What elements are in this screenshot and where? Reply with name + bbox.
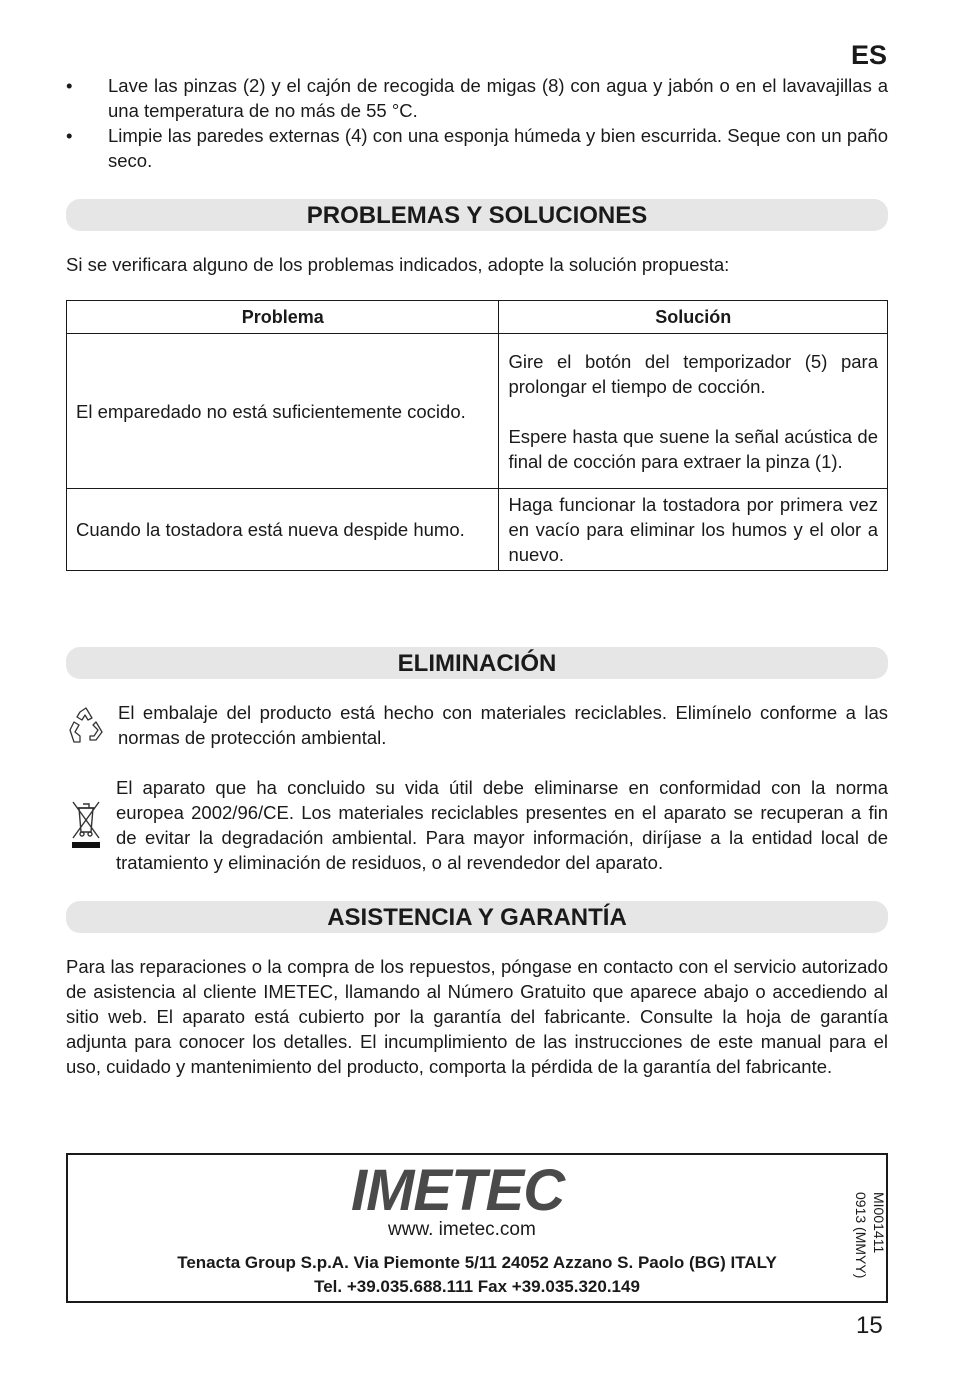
problem-cell: Cuando la tostadora está nueva despide humo. bbox=[67, 489, 499, 571]
table-row bbox=[67, 334, 888, 489]
website-text: www. imetec.com bbox=[388, 1219, 536, 1240]
company-phone: Tel. +39.035.688.111 Fax +39.035.320.149 bbox=[314, 1277, 640, 1296]
code-line-2: 0913 (MMYY) bbox=[853, 1192, 869, 1279]
bullet-dot: • bbox=[66, 75, 73, 96]
list-item bbox=[66, 73, 888, 123]
company-address: Tenacta Group S.p.A. Via Piemonte 5/11 24052 Azzano S. Paolo (BG) ITALY bbox=[177, 1253, 777, 1272]
bullet-dot: • bbox=[66, 125, 73, 146]
page-number: 15 bbox=[856, 1312, 883, 1339]
table-row bbox=[67, 489, 888, 571]
list-item bbox=[66, 123, 888, 173]
document-code bbox=[838, 1192, 892, 1282]
solution-cell bbox=[499, 334, 888, 489]
bullet-text: Limpie las paredes externas (4) con una esponja húmeda y bien escurrida. Seque con un paño seco. bbox=[108, 125, 888, 171]
language-code: ES bbox=[851, 40, 888, 70]
warranty-text: Para las reparaciones o la compra de los repuestos, póngase en contacto con el servicio autorizado de asistencia al cliente IMETEC, llamando al Número Gratuito que aparece abajo o accediendo al sitio web. El aparato está cubierto por la garantía del fabricante. Consulte la hoja de garantía adjunta para conocer los detalles. El incumplimiento de las instrucciones de este manual para el uso, cuidado y mantenimiento del producto, comporta la pérdida de la garantía del fabricante. bbox=[66, 956, 888, 1077]
column-header-solution: Solución bbox=[499, 301, 888, 334]
solution-cell: Haga funcionar la tostadora por primera vez en vacío para eliminar los humos y el olor a nuevo. bbox=[499, 489, 888, 571]
section-title-problems: PROBLEMAS Y SOLUCIONES bbox=[66, 199, 888, 231]
solution-text: Espere hasta que suene la señal acústica de final de cocción para extraer la pinza (1). bbox=[508, 425, 878, 472]
solution-text: Gire el botón del temporizador (5) para prolongar el tiempo de cocción. bbox=[508, 350, 878, 397]
appliance-disposal-text: El aparato que ha concluido su vida útil debe eliminarse en conformidad con la norma europea 2002/96/CE. Los materiales reciclables presentes en el aparato se recuperan a fin de evitar la degradación ambiental. Para mayor información, diríjase a la entidad local de tratamiento y eliminación de residuos, o al revendedor del aparato. bbox=[116, 777, 888, 873]
section-title-warranty: ASISTENCIA Y GARANTÍA bbox=[66, 901, 888, 933]
table-header-row bbox=[67, 301, 888, 334]
code-line-1: MI001411 bbox=[871, 1192, 887, 1254]
section-title-disposal: ELIMINACIÓN bbox=[66, 647, 888, 679]
bullet-text: Lave las pinzas (2) y el cajón de recogida de migas (8) con agua y jabón o en el lavavajillas a una temperatura de no más de 55 °C. bbox=[108, 75, 888, 121]
problems-intro: Si se verificara alguno de los problemas indicados, adopte la solución propuesta: bbox=[66, 254, 730, 275]
problem-cell: El emparedado no está suficientemente cocido. bbox=[67, 334, 499, 489]
problems-table bbox=[66, 300, 888, 571]
recycle-icon bbox=[66, 706, 106, 746]
column-header-problem: Problema bbox=[67, 301, 499, 334]
cleaning-bullet-list bbox=[66, 73, 888, 173]
packaging-text: El embalaje del producto está hecho con materiales reciclables. Elimínelo conforme a las normas de protección ambiental. bbox=[118, 702, 888, 748]
imetec-logo: IMETEC bbox=[351, 1158, 565, 1223]
crossed-bin-icon bbox=[70, 800, 102, 852]
